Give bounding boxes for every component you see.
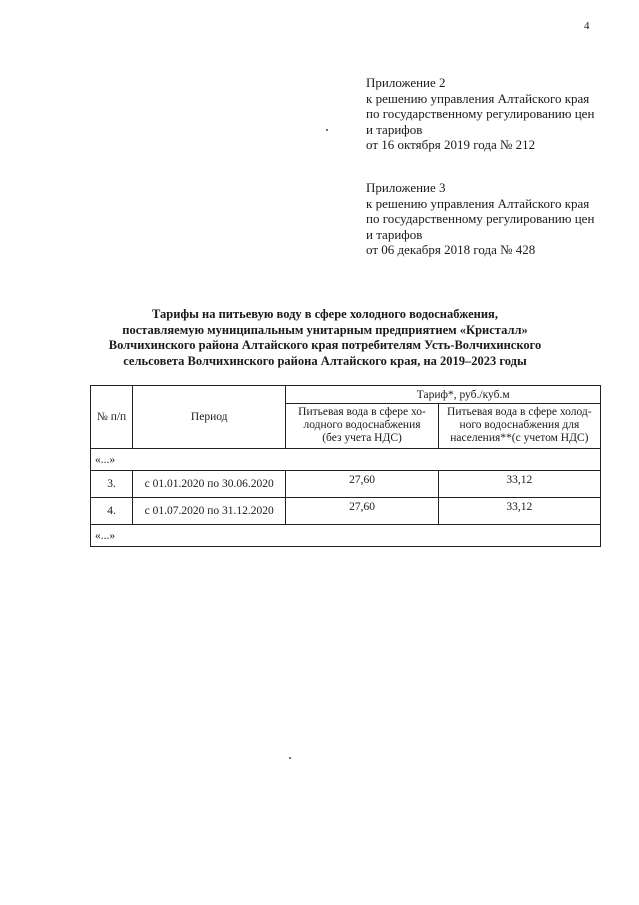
ellipsis-top: «...» bbox=[91, 449, 601, 471]
header-col-a-line: Питьевая вода в сфере хо- bbox=[298, 406, 426, 418]
appendix-2-line: Приложение 2 bbox=[366, 75, 446, 90]
row-value-b: 33,12 bbox=[438, 471, 600, 498]
table-ellipsis-row bbox=[91, 525, 601, 547]
appendix-2-line: от 16 октября 2019 года № 212 bbox=[366, 137, 536, 152]
table-header-row bbox=[91, 386, 601, 404]
table-row bbox=[91, 471, 601, 498]
row-num: 4. bbox=[91, 498, 133, 525]
document-title bbox=[60, 307, 590, 369]
title-line: сельсовета Волчихинского района Алтайского края, на 2019–2023 годы bbox=[123, 353, 527, 368]
header-col-b-line: населения**(с учетом НДС) bbox=[450, 432, 589, 444]
ellipsis-bottom: «...» bbox=[91, 525, 601, 547]
appendix-3-header bbox=[366, 180, 626, 258]
page-number: 4 bbox=[584, 20, 590, 32]
title-line: Тарифы на питьевую воду в сфере холодного водоснабжения, bbox=[152, 307, 498, 321]
header-col-a-line: (без учета НДС) bbox=[322, 432, 402, 444]
title-line: Волчихинского района Алтайского края потребителям Усть-Волчихинского bbox=[108, 338, 542, 352]
scan-speck bbox=[289, 757, 291, 759]
header-col-b bbox=[438, 404, 600, 449]
header-col-b-line: Питьевая вода в сфере холод- bbox=[447, 406, 592, 418]
row-value-b: 33,12 bbox=[438, 498, 600, 525]
header-period: Период bbox=[133, 386, 286, 449]
table-row bbox=[91, 498, 601, 525]
scan-speck bbox=[326, 129, 328, 131]
appendix-3-line: и тарифов bbox=[366, 226, 423, 242]
appendix-3-line: к решению управления Алтайского края bbox=[366, 195, 590, 211]
table-ellipsis-row bbox=[91, 449, 601, 471]
appendix-2-line: и тарифов bbox=[366, 121, 423, 137]
header-tariff: Тариф*, руб./куб.м bbox=[286, 386, 601, 404]
row-value-a: 27,60 bbox=[286, 498, 438, 525]
header-col-a bbox=[286, 404, 438, 449]
appendix-3-line: Приложение 3 bbox=[366, 180, 446, 195]
header-num: № п/п bbox=[91, 386, 133, 449]
appendix-2-line: по государственному регулированию цен bbox=[366, 106, 595, 121]
row-period: с 01.01.2020 по 30.06.2020 bbox=[133, 471, 286, 498]
tariff-table bbox=[90, 385, 601, 547]
title-line: поставляемую муниципальным унитарным предприятием «Кристалл» bbox=[122, 322, 528, 337]
row-num: 3. bbox=[91, 471, 133, 498]
header-col-a-line: лодного водоснабжения bbox=[303, 419, 421, 431]
header-col-b-line: ного водоснабжения для bbox=[459, 419, 580, 431]
appendix-3-line: от 06 декабря 2018 года № 428 bbox=[366, 242, 536, 257]
appendix-2-line: к решению управления Алтайского края bbox=[366, 90, 590, 106]
row-period: с 01.07.2020 по 31.12.2020 bbox=[133, 498, 286, 525]
row-value-a: 27,60 bbox=[286, 471, 438, 498]
appendix-2-header bbox=[366, 75, 626, 153]
appendix-3-line: по государственному регулированию цен bbox=[366, 211, 595, 226]
